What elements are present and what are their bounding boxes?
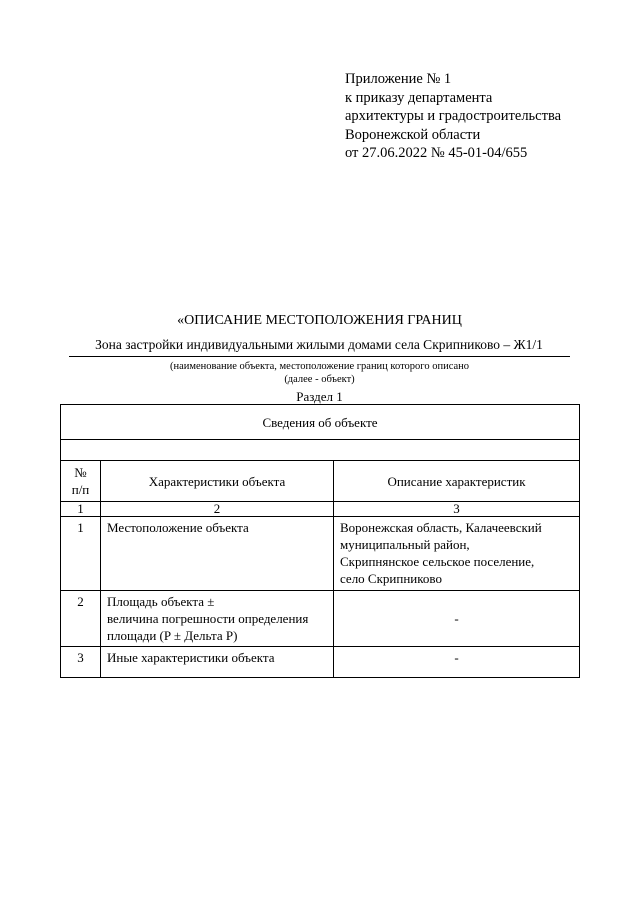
- col-header-num-line: п/п: [71, 482, 90, 497]
- appendix-line: от 27.06.2022 № 45-01-04/655: [345, 145, 528, 161]
- description-line: село Скрипниково: [340, 571, 442, 586]
- row-characteristic: [101, 591, 334, 647]
- characteristic-line: величина погрешности определения: [107, 611, 309, 626]
- row-num: 1: [61, 517, 101, 591]
- table-empty-row: [61, 440, 580, 461]
- appendix-line: архитектуры и градостроительства: [345, 108, 562, 124]
- col-header-num-line: №: [74, 465, 87, 480]
- row-description: [334, 591, 580, 647]
- col-number: 3: [334, 502, 580, 517]
- col-number: 1: [61, 502, 101, 517]
- appendix-block: [345, 70, 561, 163]
- appendix-line: Воронежской области: [345, 126, 481, 143]
- row-num: 3: [61, 647, 101, 678]
- underline-divider: [69, 356, 570, 357]
- description-line: -: [454, 611, 459, 626]
- row-description: [334, 517, 580, 591]
- object-info-table: [60, 404, 580, 678]
- description-line: муниципальный район,: [340, 537, 470, 552]
- description-line: Воронежская область, Калачеевский: [340, 520, 542, 535]
- row-num: 2: [61, 591, 101, 647]
- row-characteristic: [101, 647, 334, 678]
- characteristic-line: площади (P ± Дельта P): [107, 628, 238, 643]
- table-header: Сведения об объекте: [61, 405, 580, 440]
- col-header-characteristics: Характеристики объекта: [101, 461, 334, 502]
- appendix-line: к приказу департамента: [345, 89, 493, 106]
- col-number: 2: [101, 502, 334, 517]
- document-title: «ОПИСАНИЕ МЕСТОПОЛОЖЕНИЯ ГРАНИЦ: [177, 313, 462, 328]
- row-characteristic: [101, 517, 334, 591]
- appendix-line: Приложение № 1: [345, 71, 452, 87]
- section-label: Раздел 1: [296, 389, 343, 404]
- note-line: (наименование объекта, местоположение границ которого описано: [169, 361, 470, 372]
- description-line: -: [454, 650, 459, 665]
- col-header-description: Описание характеристик: [334, 461, 580, 502]
- row-description: [334, 647, 580, 678]
- zone-name: Зона застройки индивидуальными жилыми домами села Скрипниково – Ж1/1: [95, 337, 543, 352]
- note-line: (далее - объект): [284, 374, 355, 385]
- characteristic-line: Площадь объекта ±: [107, 594, 215, 609]
- characteristic-line: Иные характеристики объекта: [107, 650, 275, 665]
- description-line: Скрипнянское сельское поселение,: [340, 554, 535, 569]
- object-note: [0, 360, 639, 386]
- col-header-num: [61, 461, 101, 502]
- characteristic-line: Местоположение объекта: [107, 520, 249, 535]
